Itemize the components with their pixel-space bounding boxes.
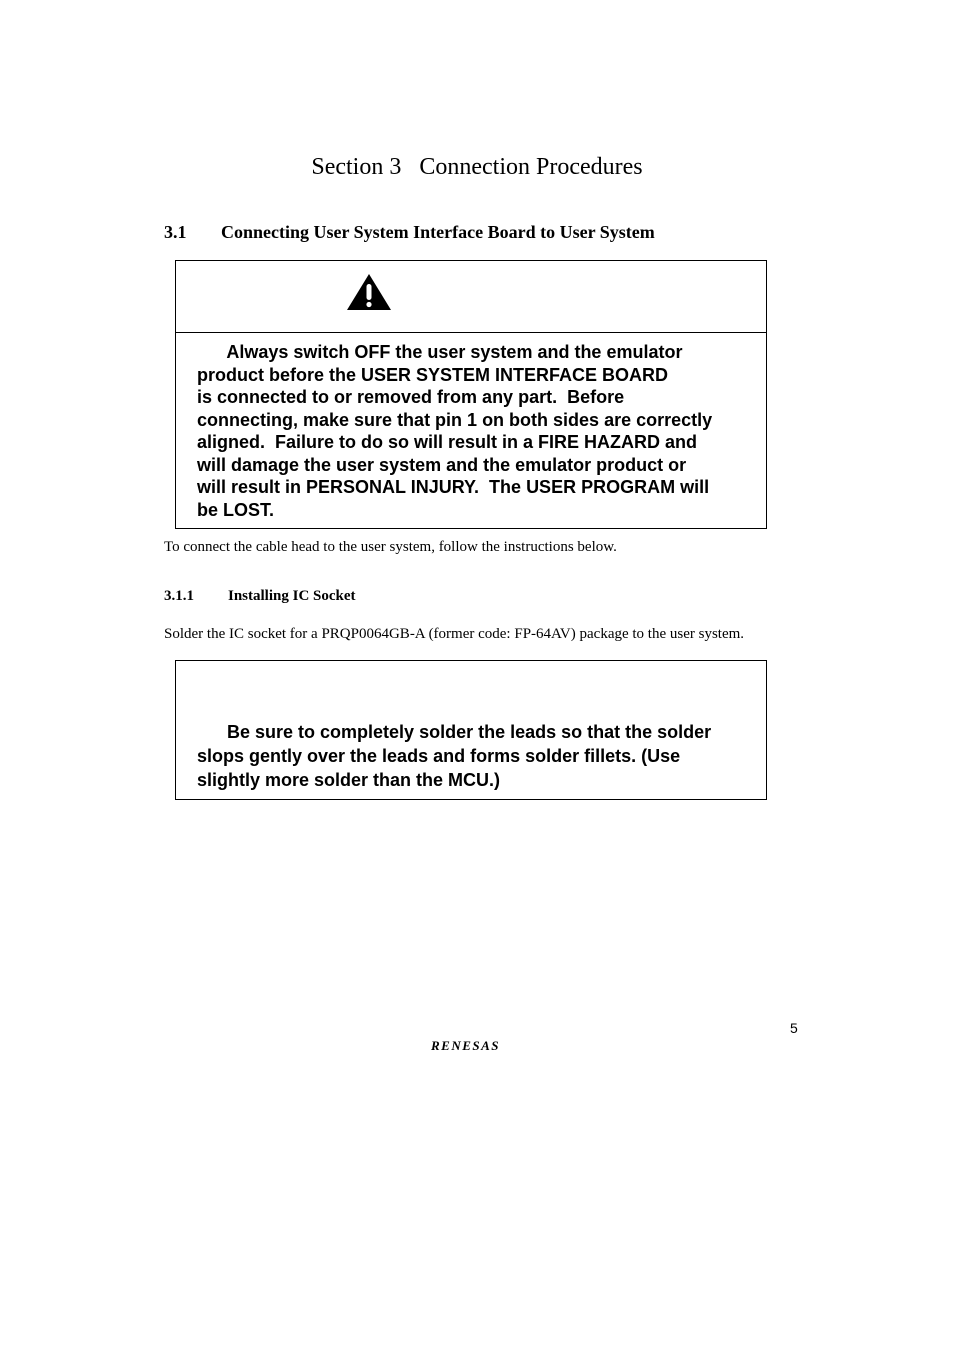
- caution-text: Be sure to completely solder the leads so that the solder slops gently over the leads and forms solder fillets. (Use slightly more solder than the MCU.): [197, 722, 712, 790]
- section-title: Section 3 Connection Procedures: [311, 154, 643, 180]
- intro-text: To connect the cable head to the user system, follow the instructions below.: [164, 539, 617, 555]
- section-3-1-heading: [164, 222, 655, 243]
- caution-box: [175, 660, 767, 800]
- warning-triangle-icon: [346, 273, 392, 316]
- section-3-1-title: Connecting User System Interface Board to User System: [221, 222, 655, 242]
- renesas-logo: RENESAS: [431, 1038, 501, 1053]
- section-3-1-1-title: Installing IC Socket: [228, 588, 356, 604]
- section-3-1-number: 3.1: [164, 222, 187, 242]
- warning-box: [175, 260, 767, 529]
- warning-text: Always switch OFF the user system and the emulator product before the USER SYSTEM INTERFACE BOARD is connected to or removed from any part. Before connecting, make sure that pin 1 on both sides are correctly aligned. Failure to do so will result in a FIRE HAZARD and will damage the user system and the emulator product or will result in PERSONAL INJURY. The USER PROGRAM will be LOST.: [197, 342, 713, 520]
- page-number: 5: [790, 1020, 798, 1036]
- section-3-1-1-heading: [164, 588, 356, 605]
- socket-text: Solder the IC socket for a PRQP0064GB-A (former code: FP-64AV) package to the user system.: [164, 626, 745, 642]
- warning-header: [176, 261, 766, 333]
- section-3-1-1-number: 3.1.1: [164, 588, 194, 604]
